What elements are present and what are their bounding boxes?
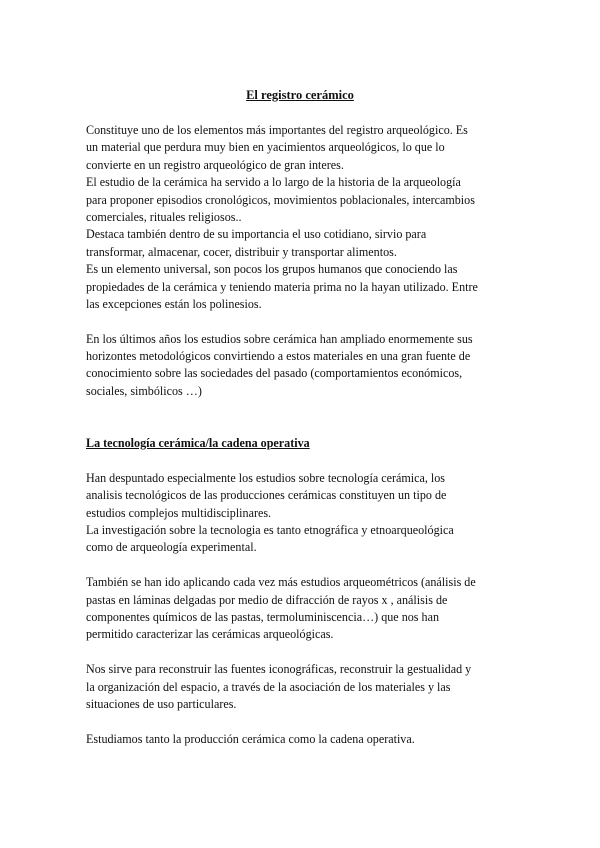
technology-paragraph (86, 470, 518, 557)
text-line: Destaca también dentro de su importancia el uso cotidiano, sirvio para (86, 227, 427, 242)
paragraph-spacer (86, 452, 518, 469)
text-line: Han despuntado especialmente los estudios sobre tecnología cerámica, los (86, 470, 446, 485)
paragraph-spacer (86, 713, 518, 730)
paragraph-spacer (86, 418, 518, 435)
text-line: horizontes metodológicos convirtiendo a estos materiales en una gran fuente de (86, 349, 471, 364)
section-heading: La tecnología cerámica/la cadena operativa (86, 436, 310, 451)
text-line: componentes químicos de las pastas, termoluminiscencia…) que nos han (86, 609, 439, 624)
text-line: También se han ido aplicando cada vez más estudios arqueométricos (análisis de (86, 575, 476, 590)
closing-paragraph (86, 731, 518, 748)
text-line: El estudio de la cerámica ha servido a lo largo de la historia de la arqueología (86, 175, 461, 190)
text-line: un material que perdura muy bien en yacimientos arqueológicos, lo que lo (86, 140, 445, 155)
archaeometry-paragraph (86, 574, 518, 644)
text-line: pastas en láminas delgadas por medio de difracción de rayos x , análisis de (86, 592, 448, 607)
text-line: estudios complejos multidisciplinares. (86, 505, 272, 520)
text-line: convierte en un registro arqueológico de gran interes. (86, 157, 344, 172)
text-line: Constituye uno de los elementos más importantes del registro arqueológico. Es (86, 123, 468, 137)
paragraph-spacer (86, 557, 518, 574)
paragraph-spacer (86, 644, 518, 661)
text-line: como de arqueología experimental. (86, 540, 257, 555)
text-line: permitido caracterizar las cerámicas arqueológicas. (86, 627, 334, 642)
text-line: analisis tecnológicos de las producciones cerámicas constituyen un tipo de (86, 488, 447, 503)
reconstruction-paragraph (86, 661, 518, 713)
intro-paragraph (86, 122, 518, 313)
text-line: para proponer episodios cronológicos, movimientos poblacionales, intercambios (86, 192, 475, 207)
text-line: la organización del espacio, a través de la asociación de los materiales y las (86, 679, 451, 694)
document-title: El registro cerámico (246, 88, 354, 102)
text-line: Es un elemento universal, son pocos los grupos humanos que conociendo las (86, 262, 458, 277)
text-line: Nos sirve para reconstruir las fuentes iconográficas, reconstruir la gestualidad y (86, 662, 472, 677)
text-line: La investigación sobre la tecnologia es tanto etnográfica y etnoarqueológica (86, 523, 454, 537)
methodology-paragraph (86, 331, 518, 401)
paragraph-spacer (86, 400, 518, 417)
document-body (86, 122, 518, 748)
text-line: las excepciones están los polinesios. (86, 296, 262, 311)
text-line: Estudiamos tanto la producción cerámica como la cadena operativa. (86, 731, 415, 746)
text-line: comerciales, rituales religiosos.. (86, 209, 242, 224)
text-line: propiedades de la cerámica y teniendo materia prima no la hayan utilizado. Entre (86, 279, 478, 294)
text-line: transformar, almacenar, cocer, distribuir y transportar alimentos. (86, 244, 397, 259)
paragraph-spacer (86, 313, 518, 330)
text-line: situaciones de uso particulares. (86, 696, 237, 711)
text-line: sociales, simbólicos …) (86, 383, 202, 398)
text-line: En los últimos años los estudios sobre cerámica han ampliado enormemente sus (86, 331, 473, 346)
text-line: conocimiento sobre las sociedades del pasado (comportamientos económicos, (86, 366, 463, 381)
